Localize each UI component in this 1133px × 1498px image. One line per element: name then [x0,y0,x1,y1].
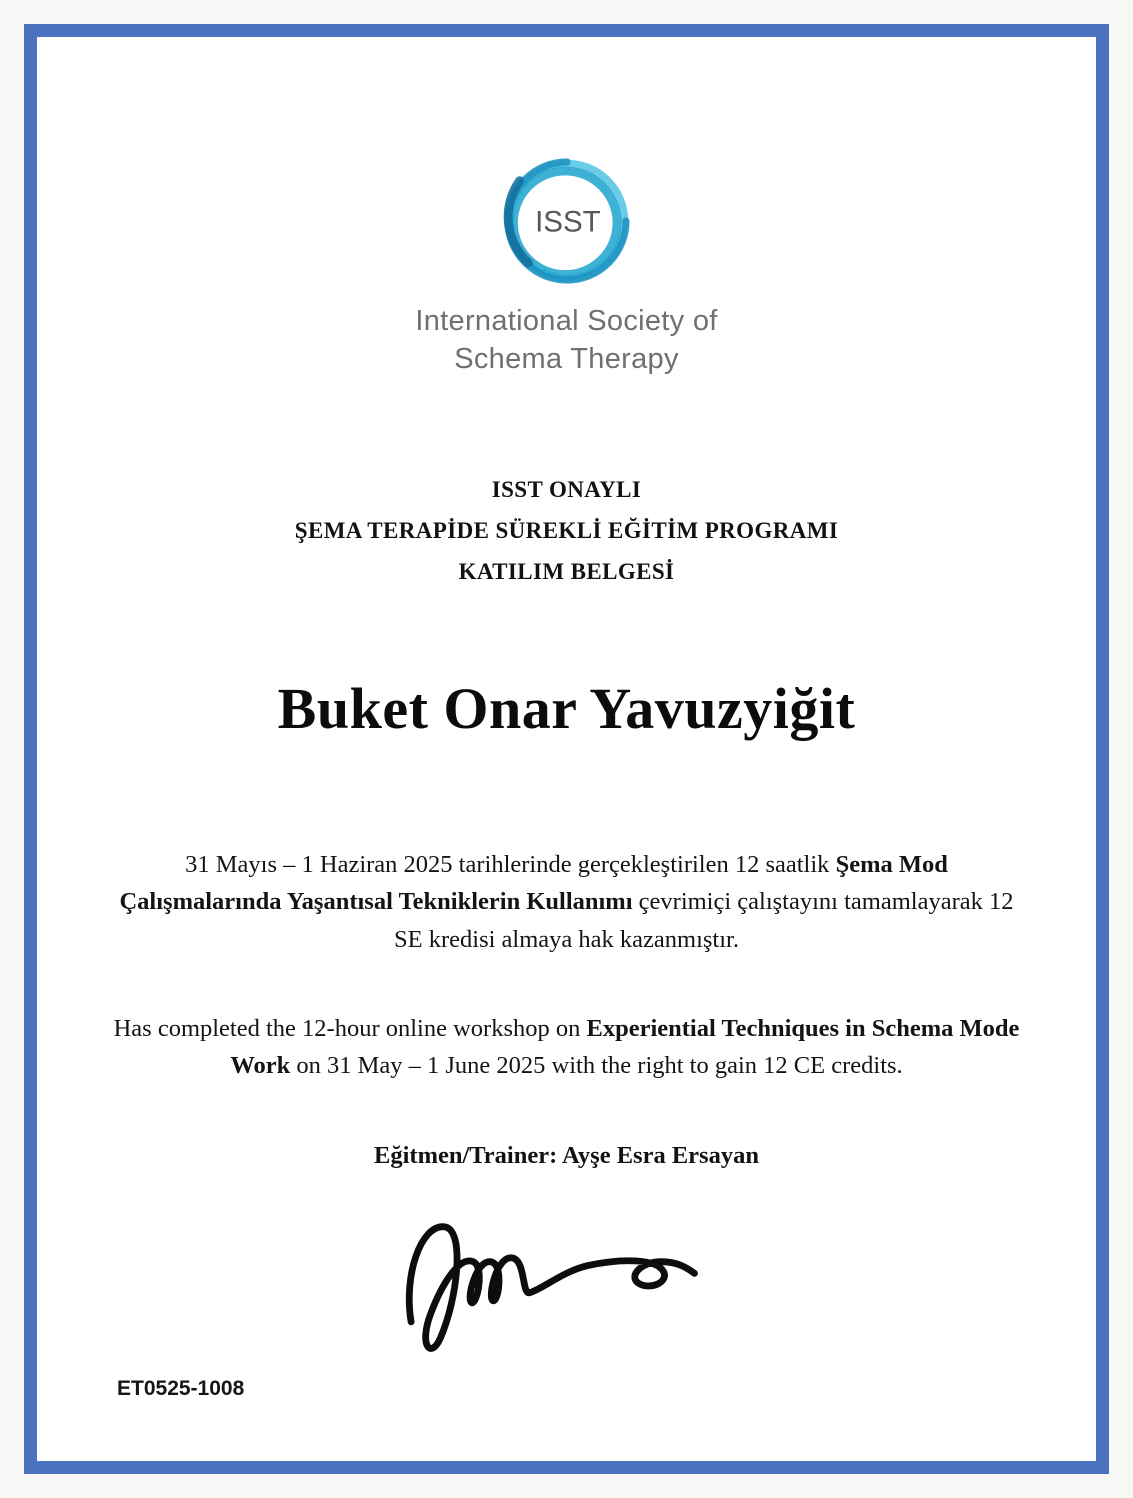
body-en-post: on 31 May – 1 June 2025 with the right to gain 12 CE credits. [290,1052,903,1080]
certificate-number: ET0525-1008 [117,1377,245,1400]
isst-logo-icon [491,145,643,297]
logo-block [37,145,1096,378]
certificate-title-line1: ISST ONAYLI [491,477,642,503]
body-paragraph-turkish [109,846,1024,958]
trainer-line: Eğitmen/Trainer: Ayşe Esra Ersayan [374,1142,759,1170]
body-en-workshop-title: Experiential Techniques in Schema Mode Work [230,1014,1020,1080]
logo-text: ISST [534,205,601,239]
signature-image [382,1196,712,1374]
organization-name [37,303,1096,378]
body-paragraph-english [109,1010,1024,1084]
certificate-title-line2: ŞEMA TERAPİDE SÜREKLİ EĞİTİM PROGRAMI [294,518,839,544]
body-en-pre: Has completed the 12-hour online workshop on [113,1014,587,1042]
body-tr-workshop-title: Şema Mod Çalışmalarında Yaşantısal Tekniklerin Kullanımı [119,851,948,916]
body-tr-post: çevrimiçi çalıştayını tamamlayarak 12 SE kredisi almaya hak kazanmıştır. [394,888,1014,953]
body-tr-pre: 31 Mayıs – 1 Haziran 2025 tarihlerinde gerçekleştirilen 12 saatlik [185,851,836,879]
organization-name-line1: International Society of [415,305,718,337]
certificate-title-line3: KATILIM BELGESİ [458,559,675,585]
certificate-border [24,24,1109,1474]
certificate-title [37,470,1096,593]
recipient-name: Buket Onar Yavuzyiğit [277,676,856,742]
signature-block [17,1196,1076,1379]
organization-name-line2: Schema Therapy [454,342,679,375]
